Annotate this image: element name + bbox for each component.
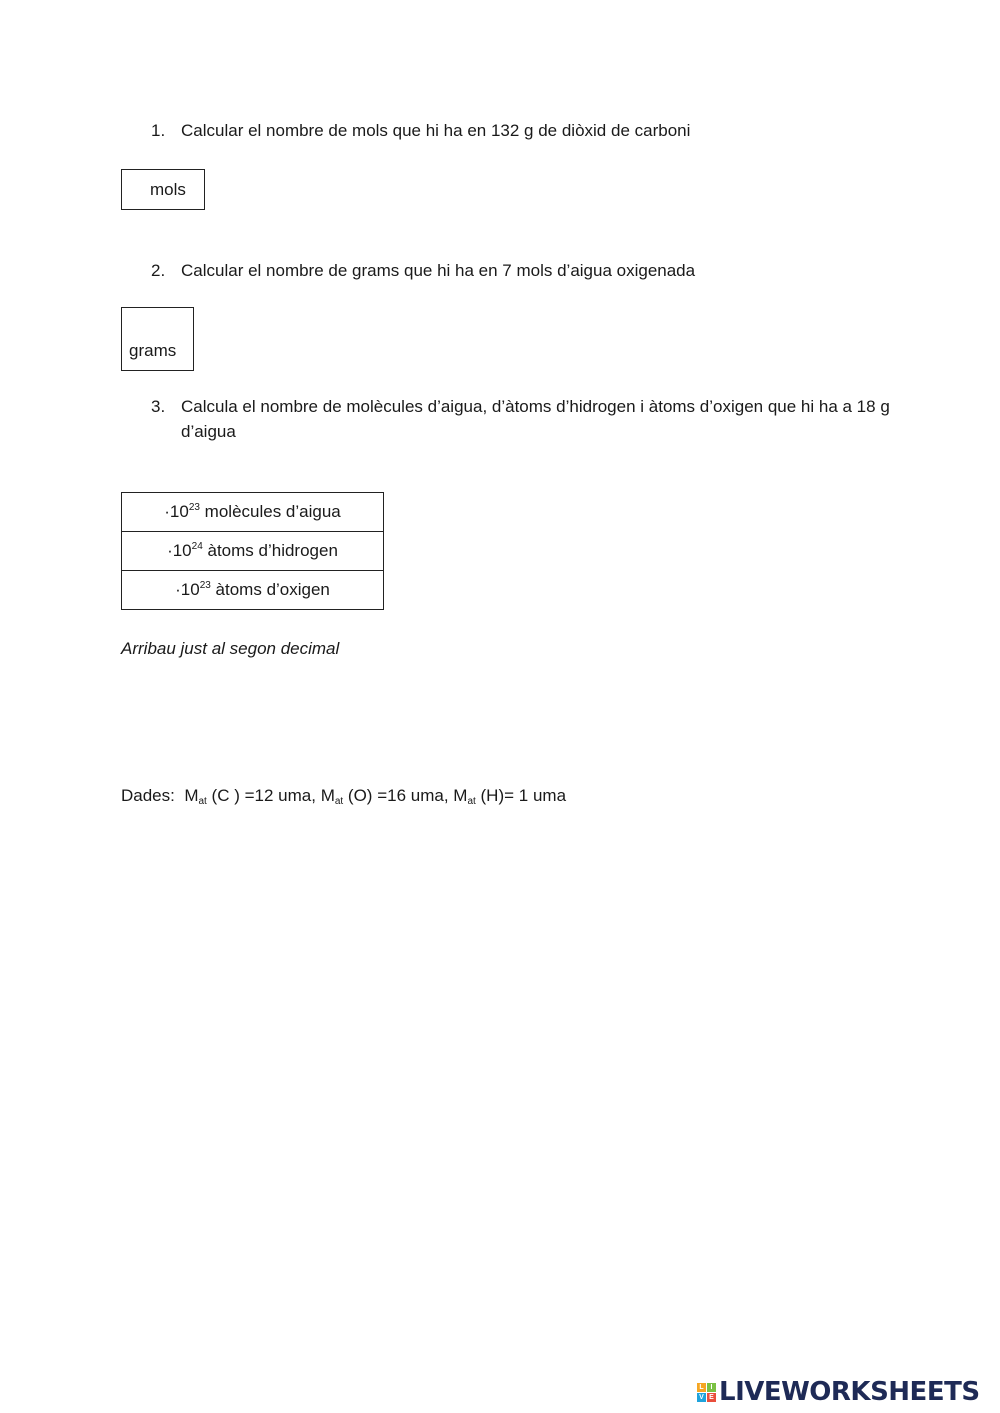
grams-unit-label: grams — [129, 341, 177, 360]
brand-name: LIVEWORKSHEETS — [719, 1377, 980, 1407]
table-row — [122, 571, 384, 610]
row-label: molècules d’aigua — [204, 502, 341, 521]
oxygen-answer-cell[interactable]: $\cdot 10^{23}$ àtoms d’oxigen — [122, 571, 384, 610]
logo-cell: I — [707, 1383, 716, 1392]
logo-cell: L — [697, 1383, 706, 1392]
hydrogen-answer-cell[interactable]: $\cdot 10^{24}$ àtoms d’hidrogen — [122, 532, 384, 571]
liveworksheets-logo — [697, 1377, 980, 1407]
question-1 — [151, 118, 891, 143]
given-data: Dades: $M_{at}$ (C ) =12 uma, $M_{at}$ (O) =16 uma, $M_{at}$ (H)= 1 uma — [121, 786, 567, 807]
mols-answer-box[interactable] — [121, 169, 205, 210]
question-3 — [151, 394, 891, 444]
results-table — [121, 492, 384, 610]
question-text: Calcular el nombre de grams que hi ha en 7 mols d’aigua oxigenada — [181, 261, 696, 280]
row-label: àtoms d’oxigen — [215, 580, 330, 599]
logo-cell: E — [707, 1393, 716, 1402]
question-number: 2. — [151, 261, 166, 280]
question-text: Calcula el nombre de molècules d’aigua, d’àtoms d’hidrogen i àtoms d’oxigen que hi ha a 18 g d’aigua — [181, 397, 890, 441]
question-number: 1. — [151, 121, 166, 140]
question-text: Calcular el nombre de mols que hi ha en 132 g de diòxid de carboni — [181, 121, 691, 140]
table-row — [122, 493, 384, 532]
molecules-answer-cell[interactable]: $\cdot 10^{23}$ molècules d’aigua — [122, 493, 384, 532]
question-2 — [151, 258, 891, 283]
question-number: 3. — [151, 397, 166, 416]
grams-answer-box[interactable] — [121, 307, 194, 371]
brand-icon — [697, 1383, 716, 1402]
table-row — [122, 532, 384, 571]
row-label: àtoms d’hidrogen — [207, 541, 338, 560]
mols-unit-label: mols — [150, 180, 186, 199]
logo-cell: V — [697, 1393, 706, 1402]
rounding-note: Arribau just al segon decimal — [121, 639, 340, 658]
